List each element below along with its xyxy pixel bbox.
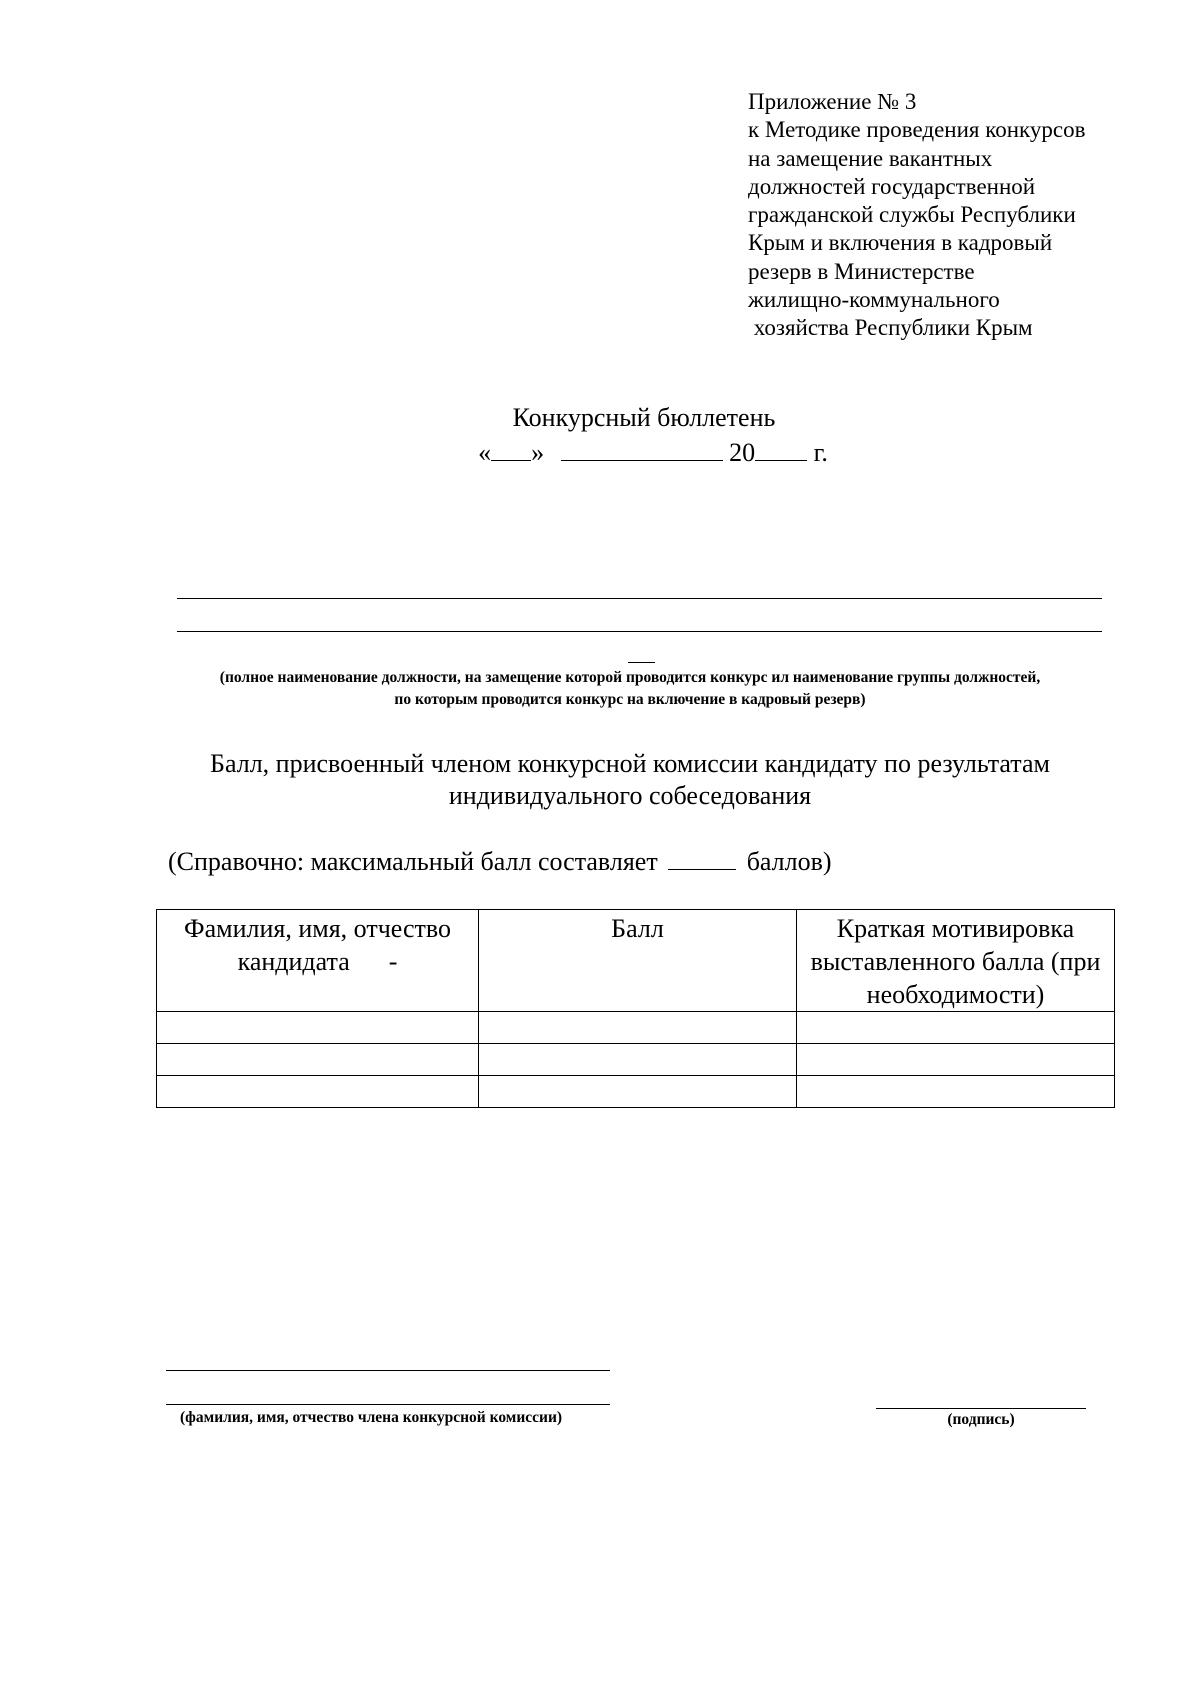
table-row — [157, 1076, 1115, 1108]
score-heading — [150, 748, 1110, 812]
annex-line: Крым и включения в кадровый — [748, 230, 1053, 256]
position-caption — [150, 667, 1110, 711]
candidate-name-cell[interactable] — [157, 1012, 479, 1044]
member-name-caption: (фамилия, имя, отчество члена конкурсной комиссии) — [180, 1409, 563, 1426]
annex-line: резерв в Министерстве — [748, 258, 975, 284]
score-cell[interactable] — [479, 1076, 797, 1108]
annex-line: к Методике проведения конкурсов — [748, 117, 1086, 143]
candidate-name-cell[interactable] — [157, 1076, 479, 1108]
date-open-quote: « — [478, 438, 492, 467]
bulletin-title: Конкурсный бюллетень — [512, 403, 776, 432]
date-year-prefix: 20 — [729, 438, 756, 467]
date-year-suffix: г. — [813, 438, 828, 467]
member-name-line-2[interactable] — [166, 1404, 610, 1405]
annex-line: должностей государственной — [748, 173, 1036, 199]
max-score-reference — [168, 845, 832, 878]
month-blank[interactable] — [561, 436, 723, 461]
score-heading-line: Балл, присвоенный членом конкурсной комиссии кандидату по результатам — [210, 749, 1050, 778]
header-score: Балл — [479, 910, 797, 1012]
annex-block — [748, 88, 1168, 343]
reference-text: (Справочно: максимальный балл составляет — [168, 847, 658, 876]
annex-line: на замещение вакантных — [748, 145, 993, 171]
score-cell[interactable] — [479, 1044, 797, 1076]
signature-line[interactable] — [876, 1408, 1086, 1409]
motivation-cell[interactable] — [797, 1076, 1115, 1108]
bulletin-date — [0, 436, 1200, 469]
score-table — [156, 909, 1115, 1108]
day-blank[interactable] — [491, 436, 531, 461]
max-score-blank[interactable] — [668, 845, 736, 870]
date-close-quote: » — [531, 438, 545, 467]
signature-caption: (подпись) — [947, 1411, 1015, 1428]
position-caption-line: (полное наименование должности, на замещение которой проводится конкурс ил наименование группы должностей, — [219, 669, 1041, 686]
position-caption-line: по которым проводится конкурс на включение в кадровый резерв) — [394, 691, 866, 708]
annex-line: жилищно-коммунального — [748, 287, 1000, 313]
table-row — [157, 1044, 1115, 1076]
reference-text: баллов) — [746, 847, 832, 876]
annex-line: Приложение № 3 — [748, 89, 917, 114]
year-blank[interactable] — [755, 436, 807, 461]
annex-line: гражданской службы Республики — [748, 202, 1076, 228]
position-line-1[interactable] — [177, 598, 1102, 599]
table-row — [157, 1012, 1115, 1044]
score-heading-line: индивидуального собеседования — [448, 781, 812, 810]
candidate-name-cell[interactable] — [157, 1044, 479, 1076]
header-candidate-name: Фамилия, имя, отчество кандидата - — [157, 910, 479, 1012]
table-header-row — [157, 910, 1115, 1012]
annex-line: хозяйства Республики Крым — [748, 315, 1033, 341]
score-cell[interactable] — [479, 1012, 797, 1044]
member-name-line-1[interactable] — [166, 1370, 610, 1371]
position-line-mark — [628, 662, 655, 663]
header-motivation: Краткая мотивировка выставленного балла (при необходимости) — [797, 910, 1115, 1012]
motivation-cell[interactable] — [797, 1044, 1115, 1076]
position-line-2[interactable] — [177, 631, 1102, 632]
motivation-cell[interactable] — [797, 1012, 1115, 1044]
